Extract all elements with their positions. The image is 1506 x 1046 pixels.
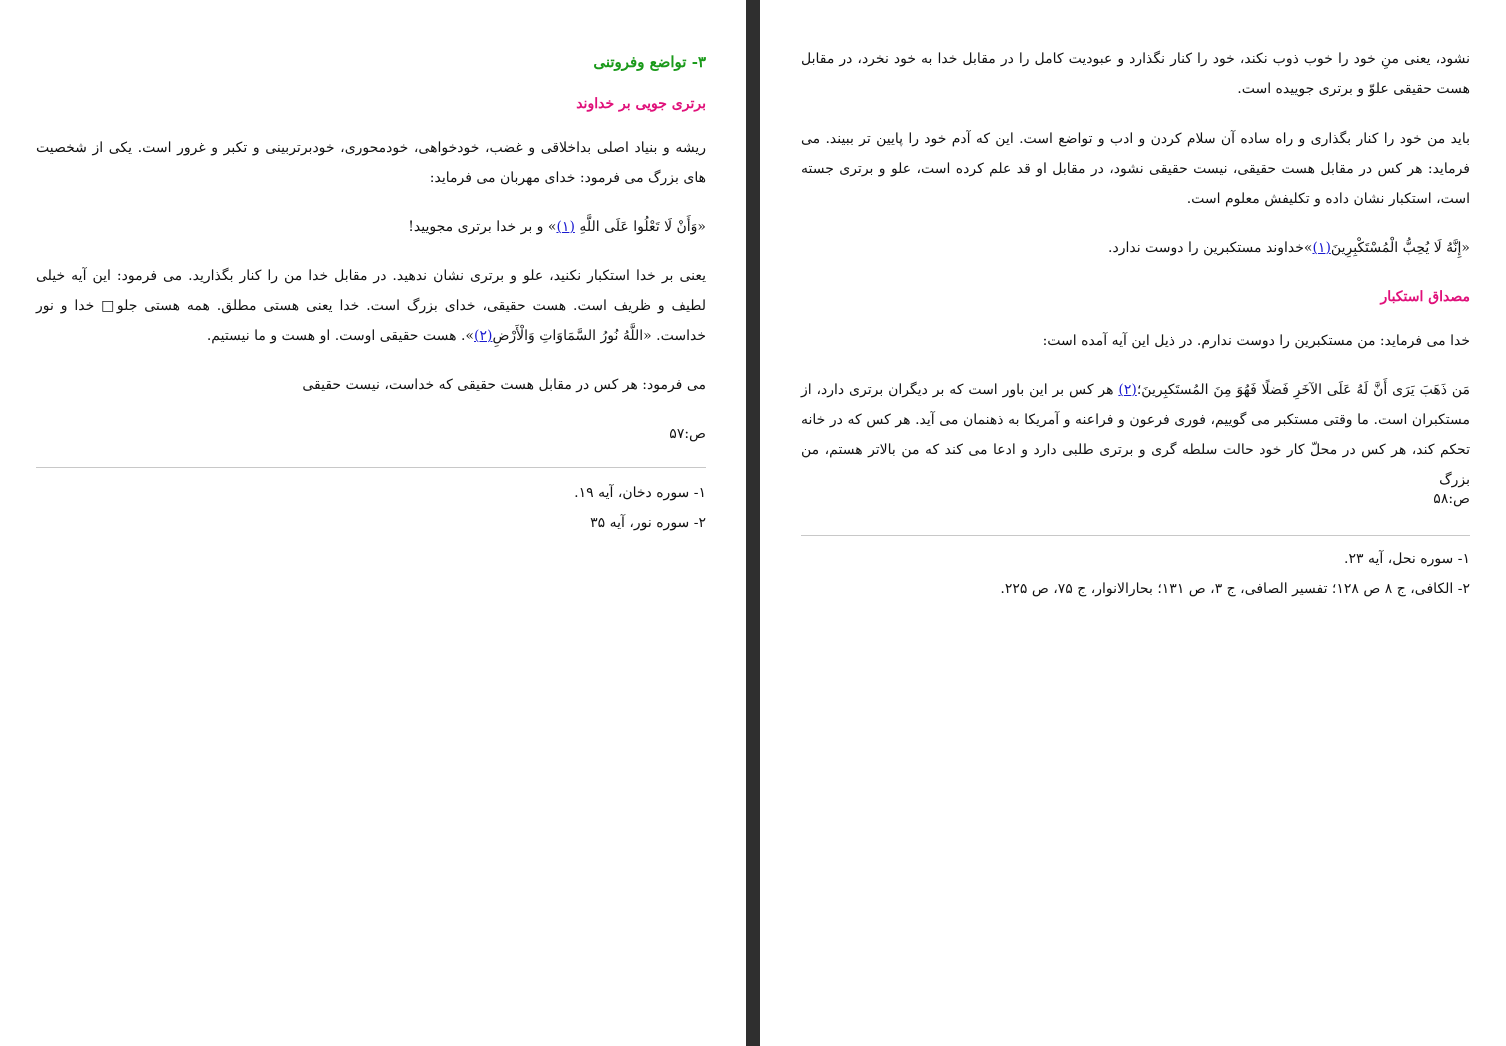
- footnote: ۲- سوره نور، آیه ۳۵: [590, 515, 706, 531]
- paragraph: ریشه و بنیاد اصلی بداخلاقی و غضب، خودخواهی، خودمحوری، خودبرتربینی و تکبر و غرور است. یکی از شخصیت های بزرگ می فرمود: خدای مهربان می فرماید:: [36, 140, 706, 186]
- paragraph: نشود، یعنی منِ خود را خوب ذوب نکند، خود را کنار نگذارد و عبودیت کامل را در مقابل خدا به خود نخرد، در مقابل هست حقیقی علوّ و برتری جوییده است.: [801, 51, 1470, 97]
- quote-text: «وَأَنْ لَا تَعْلُوا عَلَى اللَّهِ: [574, 219, 706, 235]
- page-number: ص:۵۷: [669, 426, 706, 442]
- paragraph: می فرمود: هر کس در مقابل هست حقیقی که خداست، نیست حقیقی: [302, 377, 706, 393]
- paragraph: [36, 261, 706, 351]
- paragraph-text: هر کس بر این باور است که بر دیگران برتری دارد، از مستکبران است. ما وقتی مستکبر می گوییم، فوری فرعون و فراعنه و آمریکا به ذهنمان می آید. هر کس که در خانه تحکم کند، هر کس در محلّ کار خود حالت سلطه گری و برتری طلبی دارد و ادعا می کند که من بالاتر هستم، من بزرگ: [801, 382, 1470, 488]
- section-heading: ۳- تواضع وفروتنی: [593, 53, 706, 71]
- paragraph-text: ». هست حقیقی اوست. او هست و ما نیستیم.: [206, 328, 474, 344]
- quran-quote: [801, 233, 1470, 263]
- hadith-text: مَن ذَهَبَ يَرَى أَنَّ لَهُ عَلَى الآخَرِ فَضلًا فَهُوَ مِنَ المُستَكبِرينَ؛: [1136, 382, 1470, 398]
- footnote-link[interactable]: (۲): [1118, 382, 1137, 398]
- footnote-divider: [801, 535, 1470, 536]
- footnote-link[interactable]: (۱): [556, 219, 575, 235]
- quote-text: » و بر خدا برتری مجویید!: [408, 219, 557, 235]
- subheading: برتری جویی بر خداوند: [576, 96, 706, 112]
- paragraph-text: یعنی بر خدا استکبار نکنید، علو و برتری نشان ندهید. در مقابل خدا من را کنار بگذارید. می فرمود: این آیه خیلی لطیف و ظریف است. هست حقیقی، خدای بزرگ است. خدا یعنی هستی مطلق. همه هستی جلو□ خدا و نور خداست. «اللَّهُ نُورُ السَّمَاوَاتِ وَالْأَرْضِ: [36, 268, 706, 344]
- subheading: مصداق استکبار: [1380, 289, 1470, 305]
- page-number: ص:۵۸: [1433, 491, 1470, 507]
- footnote: ۱- سوره نحل، آیه ۲۳.: [1344, 551, 1470, 567]
- paragraph: خدا می فرماید: من مستکبرین را دوست ندارم. در ذیل این آیه آمده است:: [1042, 333, 1470, 349]
- paragraph: [801, 375, 1470, 495]
- page-58: [760, 0, 1506, 1046]
- footnote: ۲- الکافی، ج ۸ ص ۱۲۸؛ تفسیر الصافی، ج ۳، ص ۱۳۱؛ بحارالانوار، ج ۷۵، ص ۲۲۵.: [1000, 581, 1470, 597]
- footnote-link[interactable]: (۲): [474, 328, 493, 344]
- quran-quote: [36, 212, 706, 242]
- footnote: ۱- سوره دخان، آیه ۱۹.: [574, 485, 706, 501]
- quote-text: «إِنَّهُ لَا يُحِبُّ الْمُسْتَكْبِرِينَ: [1330, 240, 1470, 256]
- paragraph: باید من خود را کنار بگذاری و راه ساده آن سلام کردن و ادب و تواضع است. این که آدم خود را پایین تر ببیند. می فرماید: هر کس در مقابل هست حقیقی، نیست حقیقی نشود، در مقابل او قد علم کرده است، علو و برتری جسته است، استکبار نشان داده و تکلیفش معلوم است.: [801, 131, 1470, 207]
- footnote-divider: [36, 467, 706, 468]
- footnote-link[interactable]: (۱): [1312, 240, 1331, 256]
- page-gutter: [746, 0, 760, 1046]
- page-57: [0, 0, 746, 1046]
- quote-text: »خداوند مستکبرین را دوست ندارد.: [1108, 240, 1313, 256]
